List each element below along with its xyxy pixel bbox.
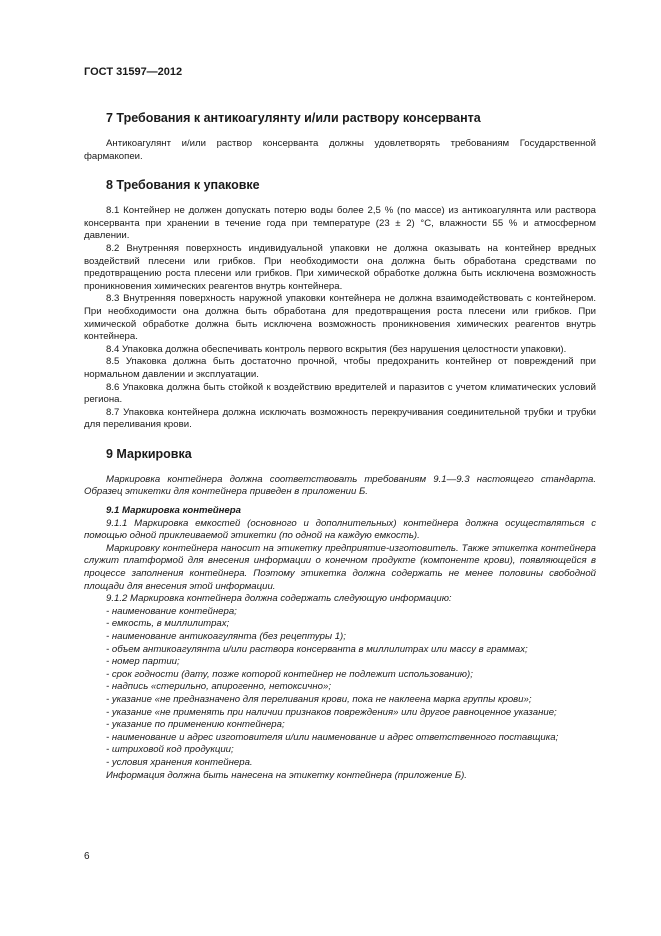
list-item: - указание «не предназначено для переливания крови, пока не наклеена марка группы крови»; — [106, 693, 532, 705]
list-item: - номер партии; — [106, 656, 180, 668]
page-number: 6 — [84, 851, 90, 862]
label-paragraph: Маркировку контейнера наносит на этикетку предприятие-изготовитель. Также этикетка контейнера служит платформой для внесения информации о конечном продукте (компоненте крови), появляющейся в процессе заполнения контейнера. Поэтому этикетка должна содержать не менее половины свободной площади для внесения этой информации. — [84, 542, 596, 592]
clause-9-1-1: 9.1.1 Маркировка емкостей (основного и дополнительных) контейнера должна осуществляться с помощью одной приклеиваемой этикетки (по одной на каждую емкость). — [84, 517, 596, 542]
list-item: - объем антикоагулянта и/или раствора консерванта в миллилитрах или массу в граммах; — [106, 643, 528, 655]
list-item: - наименование антикоагулянта (без рецептуры 1); — [106, 631, 346, 642]
document-header: ГОСТ 31597—2012 — [84, 66, 183, 78]
closing-text: Информация должна быть нанесена на этикетку контейнера (приложение Б). — [106, 769, 467, 781]
marking-list — [84, 606, 596, 770]
list-item: - условия хранения контейнера. — [106, 756, 253, 768]
list-item: - наименование контейнера; — [106, 605, 237, 617]
section-8-title: 8 Требования к упаковке — [106, 178, 260, 193]
section-7-title: 7 Требования к антикоагулянту и/или раствору консерванта — [106, 111, 481, 125]
list-item: - штриховой код продукции; — [106, 744, 234, 756]
clause-8-5: 8.5 Упаковка должна быть достаточно прочной, чтобы предохранить контейнер от повреждений при нормальном давлении и эксплуатации. — [84, 356, 596, 380]
list-item: - указание по применению контейнера; — [106, 719, 285, 731]
clause-9-1-2: 9.1.2 Маркировка контейнера должна содержать следующую информацию: — [106, 593, 452, 605]
clause-8-7: 8.7 Упаковка контейнера должна исключать возможность перекручивания соединительной трубки и трубки для переливания крови. — [84, 406, 596, 431]
clause-8-3: 8.3 Внутренняя поверхность наружной упаковки контейнера не должна взаимодействовать с контейнером. При необходимости она должна быть обработана для предотвращения роста плесени или грибков. При химической обработке должна быть исключена возможность проникновения химических реагентов внутрь контейнера. — [84, 293, 596, 343]
list-item: - емкость, в миллилитрах; — [106, 618, 230, 630]
clause-8-6: 8.6 Упаковка должна быть стойкой к воздействию вредителей и паразитов с учетом климатических условий региона. — [84, 381, 596, 406]
subsection-9-1-title: 9.1 Маркировка контейнера — [106, 505, 241, 517]
page-content — [84, 110, 596, 782]
section-9-title: 9 Маркировка — [106, 446, 192, 461]
list-item: - срок годности (дату, позже которой контейнер не подлежит использованию); — [106, 668, 473, 680]
clause-8-4: 8.4 Упаковка должна обеспечивать контроль первого вскрытия (без нарушения целостности упаковки). — [106, 343, 567, 355]
section-7-text: Антикоагулянт и/или раствор консерванта должны удовлетворять требованиям Государственной фармакопеи. — [84, 138, 596, 162]
section-9-intro: Маркировка контейнера должна соответствовать требованиям 9.1—9.3 настоящего стандарта. Образец этикетки для контейнера приведен в приложении Б. — [84, 473, 596, 498]
list-item: - указание «не применять при наличии признаков повреждения» или другое равноценное указание; — [106, 706, 557, 718]
clause-8-1: 8.1 Контейнер не должен допускать потерю воды более 2,5 % (по массе) из антикоагулянта или раствора консерванта при хранении в течение года при температуре (23 ± 2) °С, влажности 55 % и атмосферном давлении. — [84, 205, 596, 242]
list-item: - наименование и адрес изготовителя и/или наименование и адрес ответственного поставщика; — [106, 731, 559, 743]
list-item: - надпись «стерильно, апирогенно, нетоксично»; — [106, 681, 331, 693]
clause-8-2: 8.2 Внутренняя поверхность индивидуальной упаковки не должна оказывать на контейнер вредных воздействий плесени или грибков. При необходимости она должна быть обработана средствами по предотвращению роста плесени или грибков. При химической обработке должна быть исключена возможность проникновения химических реагентов внутрь контейнера. — [84, 242, 596, 292]
